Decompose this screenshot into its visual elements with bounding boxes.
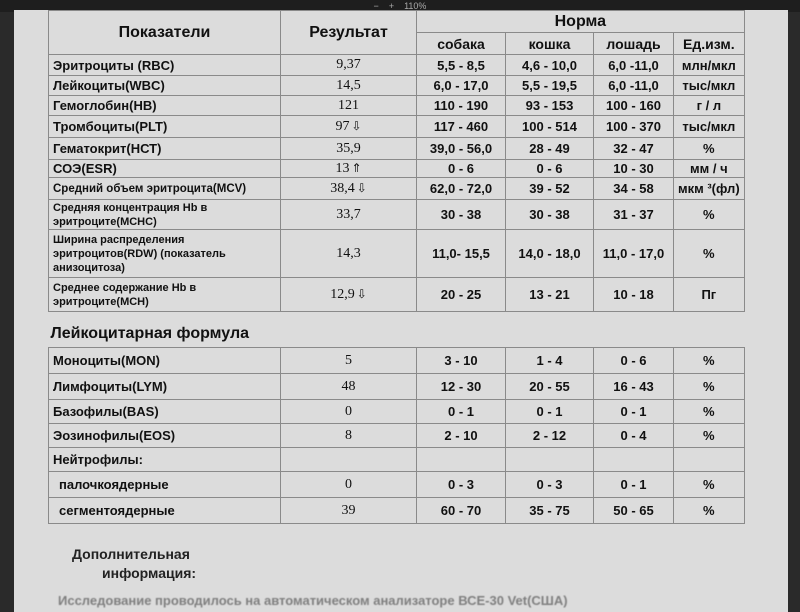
norm-dog: 11,0- 15,5 (417, 230, 506, 278)
table-row (49, 472, 745, 498)
row-result (281, 76, 417, 96)
norm-cat: 0 - 1 (506, 400, 594, 424)
document-photo (14, 10, 788, 612)
norm-dog: 0 - 1 (417, 400, 506, 424)
unit: % (674, 400, 745, 424)
result-value: 35,9 (336, 140, 361, 156)
result-value: 0 (345, 403, 352, 419)
norm-cat: 35 - 75 (506, 498, 594, 524)
blood-test-table (48, 10, 745, 524)
norm-horse: 100 - 160 (594, 96, 674, 116)
table-row (49, 230, 745, 278)
row-name: Тромбоциты(PLT) (49, 116, 281, 138)
row-result (281, 374, 417, 400)
norm-horse: 6,0 -11,0 (594, 76, 674, 96)
row-result (281, 424, 417, 448)
norm-horse: 0 - 4 (594, 424, 674, 448)
zoom-level: 110% (404, 0, 427, 11)
norm-dog: 6,0 - 17,0 (417, 76, 506, 96)
table-row (49, 374, 745, 400)
empty-cell (417, 448, 506, 472)
col-header-norm: Норма (417, 11, 745, 33)
zoom-out-icon[interactable]: − (373, 0, 379, 11)
norm-cat: 13 - 21 (506, 278, 594, 312)
norm-dog: 117 - 460 (417, 116, 506, 138)
norm-dog: 20 - 25 (417, 278, 506, 312)
empty-cell (594, 448, 674, 472)
unit: % (674, 138, 745, 160)
zoom-in-icon[interactable]: + (388, 0, 395, 11)
row-result (281, 160, 417, 178)
table-row (49, 55, 745, 76)
row-result (281, 348, 417, 374)
result-value: 97 (335, 118, 350, 134)
result-value: 12,9 (330, 286, 355, 302)
norm-dog: 30 - 38 (417, 200, 506, 230)
row-name: Среднее содержание Hb в эритроците(МСН) (49, 278, 281, 312)
table-row (49, 178, 745, 200)
row-name: Эритроциты (RBC) (49, 55, 281, 76)
table-row (49, 424, 745, 448)
result-value: 5 (345, 352, 352, 368)
norm-cat: 5,5 - 19,5 (506, 76, 594, 96)
arrow-up-icon: ⇑ (351, 160, 362, 175)
row-name: Лимфоциты(LYM) (49, 374, 281, 400)
unit: тыс/мкл (674, 116, 745, 138)
row-result (281, 400, 417, 424)
norm-dog: 0 - 3 (417, 472, 506, 498)
unit: % (674, 230, 745, 278)
unit: мкм ³(фл) (674, 178, 745, 200)
table-row (49, 96, 745, 116)
norm-cat: 30 - 38 (506, 200, 594, 230)
table-row (49, 76, 745, 96)
unit: Пг (674, 278, 745, 312)
unit: тыс/мкл (674, 76, 745, 96)
table-row (49, 116, 745, 138)
table-row (49, 138, 745, 160)
row-result (281, 278, 417, 312)
norm-cat: 2 - 12 (506, 424, 594, 448)
norm-horse: 0 - 6 (594, 348, 674, 374)
arrow-down-icon: ⇩ (351, 118, 362, 133)
row-name: Базофилы(BAS) (49, 400, 281, 424)
row-result (281, 138, 417, 160)
norm-dog: 5,5 - 8,5 (417, 55, 506, 76)
norm-horse: 32 - 47 (594, 138, 674, 160)
norm-cat: 100 - 514 (506, 116, 594, 138)
table-row (49, 160, 745, 178)
result-value: 8 (345, 427, 352, 443)
unit: % (674, 472, 745, 498)
row-name: Эозинофилы(EOS) (49, 424, 281, 448)
result-value: 9,37 (336, 57, 361, 72)
unit: % (674, 374, 745, 400)
footer-note: Исследование проводилось на автоматическом анализаторе ВСЕ-30 Vet(США) (58, 593, 568, 608)
norm-cat: 1 - 4 (506, 348, 594, 374)
norm-cat: 14,0 - 18,0 (506, 230, 594, 278)
table-row (49, 278, 745, 312)
result-value: 39 (341, 502, 356, 518)
row-name: Лейкоциты(WBC) (49, 76, 281, 96)
row-name: Моноциты(MON) (49, 348, 281, 374)
norm-dog: 62,0 - 72,0 (417, 178, 506, 200)
norm-cat: 0 - 3 (506, 472, 594, 498)
col-header-result: Результат (281, 11, 417, 55)
result-value: 14,5 (336, 77, 361, 93)
arrow-down-icon: ⇩ (356, 180, 367, 195)
row-name: палочкоядерные (49, 472, 281, 498)
norm-dog: 0 - 6 (417, 160, 506, 178)
row-name: Гемоглобин(НВ) (49, 96, 281, 116)
norm-cat: 0 - 6 (506, 160, 594, 178)
row-result (281, 178, 417, 200)
additional-info-label: Дополнительная информация: (72, 546, 197, 581)
norm-dog: 2 - 10 (417, 424, 506, 448)
row-result (281, 472, 417, 498)
norm-horse: 0 - 1 (594, 400, 674, 424)
row-name: Гематокрит(НСТ) (49, 138, 281, 160)
row-result (281, 116, 417, 138)
neutrophils-title: Нейтрофилы: (49, 448, 281, 472)
norm-cat: 28 - 49 (506, 138, 594, 160)
col-header-unit: Ед.изм. (674, 33, 745, 55)
table-row (49, 400, 745, 424)
norm-horse: 100 - 370 (594, 116, 674, 138)
norm-cat: 93 - 153 (506, 96, 594, 116)
norm-horse: 10 - 30 (594, 160, 674, 178)
table-row (49, 498, 745, 524)
row-result (281, 96, 417, 116)
col-header-indicator: Показатели (49, 11, 281, 55)
norm-horse: 34 - 58 (594, 178, 674, 200)
row-name: сегментоядерные (49, 498, 281, 524)
col-header-cat: кошка (506, 33, 594, 55)
norm-dog: 12 - 30 (417, 374, 506, 400)
empty-cell (506, 448, 594, 472)
norm-horse: 50 - 65 (594, 498, 674, 524)
row-result (281, 200, 417, 230)
result-value: 14,3 (336, 245, 361, 261)
empty-cell (674, 448, 745, 472)
unit: % (674, 424, 745, 448)
norm-horse: 16 - 43 (594, 374, 674, 400)
result-value: 33,7 (336, 206, 361, 222)
norm-horse: 11,0 - 17,0 (594, 230, 674, 278)
unit: % (674, 348, 745, 374)
unit: % (674, 498, 745, 524)
result-value: 121 (338, 97, 359, 113)
row-result (281, 230, 417, 278)
table-row (49, 348, 745, 374)
col-header-horse: лошадь (594, 33, 674, 55)
norm-cat: 4,6 - 10,0 (506, 55, 594, 76)
row-name: Средний объем эритроцита(MCV) (49, 178, 281, 200)
unit: % (674, 200, 745, 230)
norm-dog: 3 - 10 (417, 348, 506, 374)
norm-horse: 0 - 1 (594, 472, 674, 498)
unit: млн/мкл (674, 55, 745, 76)
norm-cat: 20 - 55 (506, 374, 594, 400)
row-name: СОЭ(ESR) (49, 160, 281, 178)
unit: мм / ч (674, 160, 745, 178)
norm-dog: 110 - 190 (417, 96, 506, 116)
row-result (281, 498, 417, 524)
row-name: Ширина распределения эритроцитов(RDW) (показатель анизоцитоза) (49, 230, 281, 278)
result-value: 38,4 (330, 180, 355, 196)
row-result (281, 55, 417, 76)
norm-horse: 10 - 18 (594, 278, 674, 312)
result-value: 48 (341, 378, 356, 394)
result-value: 13 (335, 160, 350, 176)
norm-dog: 60 - 70 (417, 498, 506, 524)
leuko-formula-title: Лейкоцитарная формула (50, 324, 250, 342)
arrow-down-icon: ⇩ (356, 286, 367, 301)
result-value: 0 (345, 476, 352, 492)
col-header-dog: собака (417, 33, 506, 55)
table-row (49, 200, 745, 230)
unit: г / л (674, 96, 745, 116)
row-name: Средняя концентрация Hb в эритроците(МСНС) (49, 200, 281, 230)
norm-horse: 6,0 -11,0 (594, 55, 674, 76)
empty-cell (281, 448, 417, 472)
norm-cat: 39 - 52 (506, 178, 594, 200)
norm-dog: 39,0 - 56,0 (417, 138, 506, 160)
norm-horse: 31 - 37 (594, 200, 674, 230)
